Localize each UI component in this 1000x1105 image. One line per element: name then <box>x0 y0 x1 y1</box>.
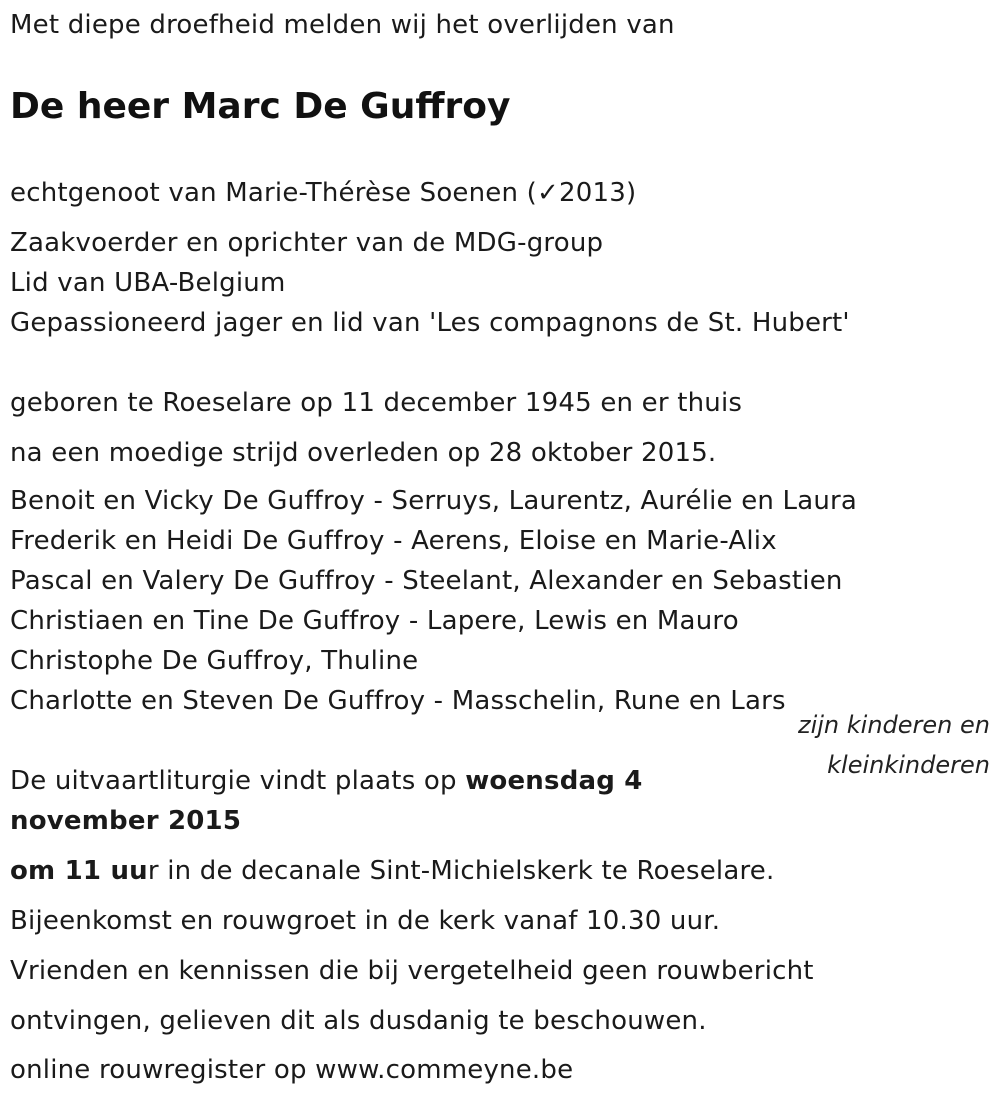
funeral-time: om 11 uu <box>10 856 148 886</box>
family-caption-line: kleinkinderen <box>827 751 990 779</box>
funeral-time-line <box>10 855 774 887</box>
family-line: Charlotte en Steven De Guffroy - Masschelin, Rune en Lars <box>10 686 786 716</box>
notice-line: Vrienden en kennissen die bij vergetelheid geen rouwbericht <box>10 956 814 986</box>
family-line: Benoit en Vicky De Guffroy - Serruys, Laurentz, Aurélie en Laura <box>10 486 858 516</box>
family-caption <box>798 705 990 785</box>
funeral-date-continued: november 2015 <box>10 806 242 836</box>
funeral-location: r in de decanale Sint-Michielskerk te Roeselare. <box>147 856 775 886</box>
intro-text: Met diepe droefheid melden wij het overlijden van <box>10 10 675 40</box>
spouse-line: echtgenoot van Marie-Thérèse Soenen (✓2013) <box>10 178 637 208</box>
family-line: Pascal en Valery De Guffroy - Steelant, Alexander en Sebastien <box>10 566 843 596</box>
family-line: Christiaen en Tine De Guffroy - Lapere, Lewis en Mauro <box>10 606 739 636</box>
death-line: na een moedige strijd overleden op 28 oktober 2015. <box>10 438 717 468</box>
role-line: Lid van UBA-Belgium <box>10 268 286 298</box>
family-line: Frederik en Heidi De Guffroy - Aerens, Eloise en Marie-Alix <box>10 526 777 556</box>
notice-line: ontvingen, gelieven dit als dusdanig te beschouwen. <box>10 1006 707 1036</box>
online-register-line: online rouwregister op www.commeyne.be <box>10 1055 574 1085</box>
funeral-line <box>10 765 643 797</box>
birth-line: geboren te Roeselare op 11 december 1945 en er thuis <box>10 388 743 418</box>
deceased-name: De heer Marc De Guffroy <box>10 86 511 127</box>
funeral-date: woensdag 4 <box>465 766 643 796</box>
funeral-prefix: De uitvaartliturgie vindt plaats op <box>10 766 466 796</box>
role-line: Zaakvoerder en oprichter van de MDG-group <box>10 228 604 258</box>
family-line: Christophe De Guffroy, Thuline <box>10 646 419 676</box>
family-caption-line: zijn kinderen en <box>798 711 990 739</box>
role-line: Gepassioneerd jager en lid van 'Les compagnons de St. Hubert' <box>10 308 850 338</box>
gathering-line: Bijeenkomst en rouwgroet in de kerk vanaf 10.30 uur. <box>10 906 721 936</box>
